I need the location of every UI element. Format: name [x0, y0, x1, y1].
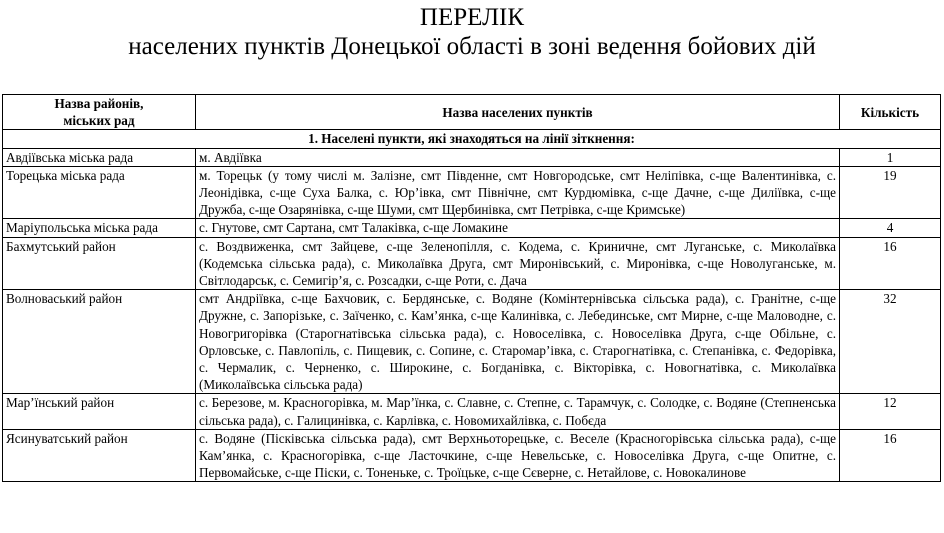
settlements-cell: смт Андріївка, с-ще Бахчовик, с. Бердянське, с. Водяне (Комінтернівська сільська рада), с. Гранітне, с-ще Дружне, с. Запорізьке, с. Заїченко, с. Кам’янка, с-ще Калинівка, с. Лебединське, смт Мирне, с-ще Маловодне, с. Новогригорівка (Старогнатівська сільська рада), с. Новоселівка, с. Новоселівка Друга, с-ще Обільне, с. Орловське, с. Павлопіль, с. Пищевик, с. Сопине, с. Старомар’івка, с. Старогнатівка, с. Степанівка, с. Федорівка, с. Чермалик, с. Черненко, с. Широкине, с. Богданівка, с. Вікторівка, с. Новогнатівка, с. Миколаївка (Миколаївська сільська рада) — [196, 290, 840, 394]
header-count: Кількість — [840, 95, 941, 130]
table-row — [3, 290, 941, 394]
settlements-table — [2, 94, 941, 482]
count-cell: 19 — [840, 166, 941, 219]
document-title: ПЕРЕЛІК — [419, 4, 525, 31]
count-cell: 4 — [840, 219, 941, 237]
settlements-cell: м. Авдіївка — [196, 148, 840, 166]
table-row — [3, 148, 941, 166]
settlements-cell: с. Березове, м. Красногорівка, м. Мар’їнка, с. Славне, с. Степне, с. Тарамчук, с. Солодке, с. Водяне (Степненська сільська рада), с. Галицинівка, с. Карлівка, с. Новомихайлівка, с. Побєда — [196, 394, 840, 429]
table-row — [3, 237, 941, 290]
settlements-cell: с. Воздвиженка, смт Зайцеве, с-ще Зеленопілля, с. Кодема, с. Криничне, смт Луганське, с. Миколаївка (Кодемська сільська рада), с. Миколаївка Друга, смт Миронівський, с. Миронівка, с-ще Новолуганське, м. Світлодарськ, с. Семигір’я, с. Розсадки, с-ще Роти, с. Дача — [196, 237, 840, 290]
table-row — [3, 219, 941, 237]
settlements-cell: м. Торецьк (у тому числі м. Залізне, смт Південне, смт Новгородське, смт Неліпівка, с-ще Валентинівка, с. Леонідівка, с-ще Суха Балка, с. Юр’івка, смт Північне, смт Курдюмівка, с-ще Дачне, с-ще Диліївка, с-ще Дружба, с-ще Озарянівка, с-ще Шуми, смт Щербинівка, смт Петрівка, с-ще Кримське) — [196, 166, 840, 219]
section-row — [3, 130, 941, 148]
table-header-row — [3, 95, 941, 130]
document-subtitle: населених пунктів Донецької області в зоні ведення бойових дій — [128, 33, 816, 60]
district-cell: Торецька міська рада — [3, 166, 196, 219]
table-row — [3, 166, 941, 219]
document-title-block — [0, 4, 944, 62]
count-cell: 12 — [840, 394, 941, 429]
table-row — [3, 429, 941, 482]
count-cell: 1 — [840, 148, 941, 166]
table-row — [3, 394, 941, 429]
district-cell: Мар’їнський район — [3, 394, 196, 429]
count-cell: 16 — [840, 237, 941, 290]
settlements-cell: с. Водяне (Пісківська сільська рада), смт Верхньоторецьке, с. Веселе (Красногорівська сільська рада), с-ще Кам’янка, с. Красногорівка, с-ще Ласточкине, с-ще Невельське, с. Новоселівка Друга, с-ще Опитне, с. Первомайське, с-ще Піски, с. Тоненьке, с. Троїцьке, с-ще Сєверне, с. Нетайлове, с. Новокалинове — [196, 429, 840, 482]
header-settlements: Назва населених пунктів — [196, 95, 840, 130]
district-cell: Ясинуватський район — [3, 429, 196, 482]
header-district: Назва районів, міських рад — [3, 95, 196, 130]
count-cell: 16 — [840, 429, 941, 482]
settlements-cell: с. Гнутове, смт Сартана, смт Талаківка, с-ще Ломакине — [196, 219, 840, 237]
district-cell: Маріупольська міська рада — [3, 219, 196, 237]
district-cell: Волноваський район — [3, 290, 196, 394]
section-title: 1. Населені пункти, які знаходяться на лінії зіткнення: — [3, 130, 941, 148]
district-cell: Бахмутський район — [3, 237, 196, 290]
district-cell: Авдіївська міська рада — [3, 148, 196, 166]
count-cell: 32 — [840, 290, 941, 394]
